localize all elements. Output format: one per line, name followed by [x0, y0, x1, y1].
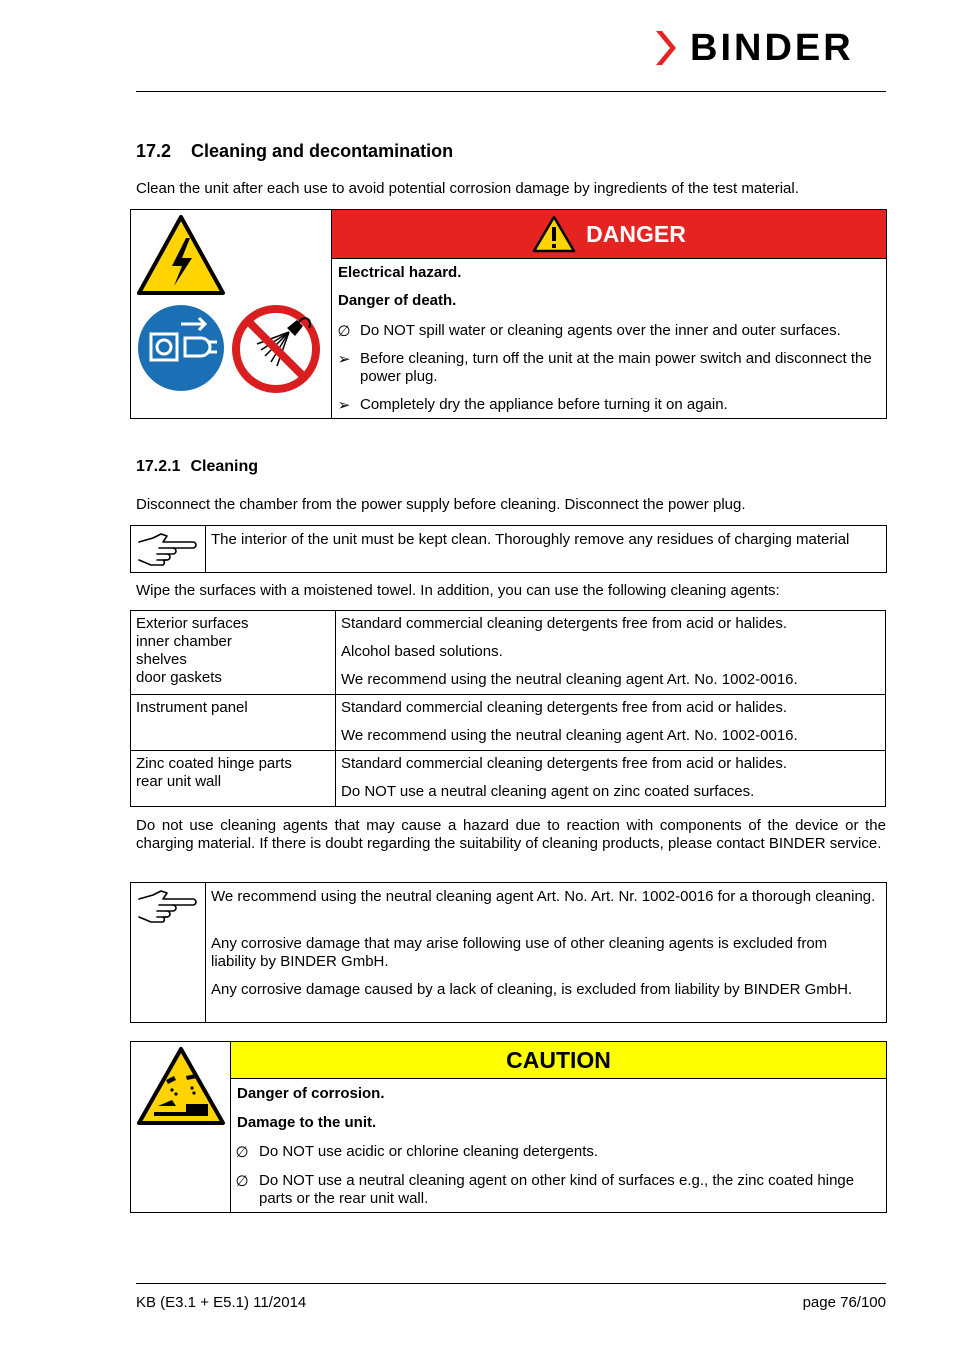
warning-triangle-icon [532, 215, 576, 253]
caution-line-corrosion: Danger of corrosion. [237, 1085, 385, 1102]
no-spray-water-icon [231, 304, 321, 394]
surface-cell [131, 751, 336, 807]
pointing-hand-icon [137, 887, 197, 925]
caution-item: Do NOT use a neutral cleaning agent on other kind of surfaces e.g., the zinc coated hinge parts or the rear unit wall. [259, 1172, 855, 1207]
brand-name: BINDER [690, 27, 854, 69]
danger-title-text: DANGER [586, 220, 686, 247]
subsection-number: 17.2.1 [136, 458, 181, 475]
table-row [131, 695, 886, 723]
section-heading [136, 141, 453, 162]
section-title: Cleaning and decontamination [191, 141, 454, 161]
prohibition-bullet-icon: ∅ [235, 1173, 249, 1190]
surface-name: Exterior surfaces [136, 615, 249, 632]
binder-logo [656, 27, 854, 69]
note-paragraph: Any corrosive damage that may arise following use of other cleaning agents is excluded from liability by BINDER GmbH. [211, 935, 828, 970]
cleaning-agents-table [130, 610, 886, 807]
binder-logo-mark-icon [656, 31, 682, 65]
footer-rule [136, 1283, 886, 1284]
agent-cell: We recommend using the neutral cleaning agent Art. No. 1002-0016. [336, 722, 886, 751]
surface-name: rear unit wall [136, 773, 222, 790]
hazard-text: Do not use cleaning agents that may cause a hazard due to reaction with components of the device or the charging material. If there is doubt regarding the suitability of cleaning products, please contact BINDER service. [136, 817, 886, 852]
electrical-hazard-icon [136, 214, 226, 296]
arrow-bullet-icon: ➢ [337, 351, 351, 368]
arrow-bullet-icon: ➢ [337, 397, 351, 414]
agent-cell: Standard commercial cleaning detergents free from acid or halides. [336, 695, 886, 723]
corrosive-substance-icon [136, 1046, 226, 1126]
agent-cell: Do NOT use a neutral cleaning agent on zinc coated surfaces. [336, 778, 886, 807]
note-box-recommendation [130, 882, 887, 1023]
danger-item: Completely dry the appliance before turning it on again. [360, 396, 728, 413]
danger-line-electrical: Electrical hazard. [338, 264, 462, 281]
section-intro: Clean the unit after each use to avoid potential corrosion damage by ingredients of the test material. [136, 180, 799, 197]
header-rule [136, 91, 886, 92]
caution-line-damage: Damage to the unit. [237, 1114, 377, 1131]
note-paragraph: We recommend using the neutral cleaning agent Art. No. Art. Nr. 1002-0016 for a thorough cleaning. [211, 888, 876, 905]
agent-cell: Alcohol based solutions. [336, 638, 886, 666]
note-interior-text: The interior of the unit must be kept clean. Thoroughly remove any residues of charging material [211, 531, 850, 548]
surface-cell [131, 695, 336, 751]
danger-box [130, 209, 887, 419]
danger-line-death: Danger of death. [338, 292, 457, 309]
surface-name: Instrument panel [136, 699, 248, 716]
subsection-intro: Disconnect the chamber from the power supply before cleaning. Disconnect the power plug. [136, 496, 746, 513]
footer-page-number: page 76/100 [802, 1294, 886, 1311]
surface-name: inner chamber [136, 633, 232, 650]
surface-cell [131, 611, 336, 695]
caution-item: Do NOT use acidic or chlorine cleaning detergents. [259, 1143, 599, 1160]
agent-cell: We recommend using the neutral cleaning agent Art. No. 1002-0016. [336, 666, 886, 695]
subsection-title: Cleaning [190, 458, 259, 475]
wipe-text: Wipe the surfaces with a moistened towel. In addition, you can use the following cleaning agents: [136, 582, 780, 599]
prohibition-bullet-icon: ∅ [337, 323, 351, 340]
subsection-heading [136, 458, 258, 476]
section-number: 17.2 [136, 141, 172, 161]
table-row [131, 751, 886, 779]
danger-item: Before cleaning, turn off the unit at the main power switch and disconnect the power plug. [360, 350, 872, 385]
note-paragraph: Any corrosive damage caused by a lack of cleaning, is excluded from liability by BINDER GmbH. [211, 981, 853, 998]
danger-title [332, 210, 886, 258]
agent-cell: Standard commercial cleaning detergents free from acid or halides. [336, 611, 886, 639]
agent-cell: Standard commercial cleaning detergents free from acid or halides. [336, 751, 886, 779]
caution-box [130, 1041, 887, 1213]
footer-doc-id: KB (E3.1 + E5.1) 11/2014 [136, 1294, 307, 1311]
danger-item: Do NOT spill water or cleaning agents over the inner and outer surfaces. [360, 322, 841, 339]
surface-name: shelves [136, 651, 187, 668]
table-row [131, 611, 886, 639]
caution-title: CAUTION [506, 1046, 611, 1073]
surface-name: door gaskets [136, 669, 222, 686]
pointing-hand-icon [137, 530, 197, 568]
prohibition-bullet-icon: ∅ [235, 1144, 249, 1161]
disconnect-plug-icon [137, 304, 225, 392]
note-box-interior [130, 525, 887, 573]
surface-name: Zinc coated hinge parts [136, 755, 292, 772]
